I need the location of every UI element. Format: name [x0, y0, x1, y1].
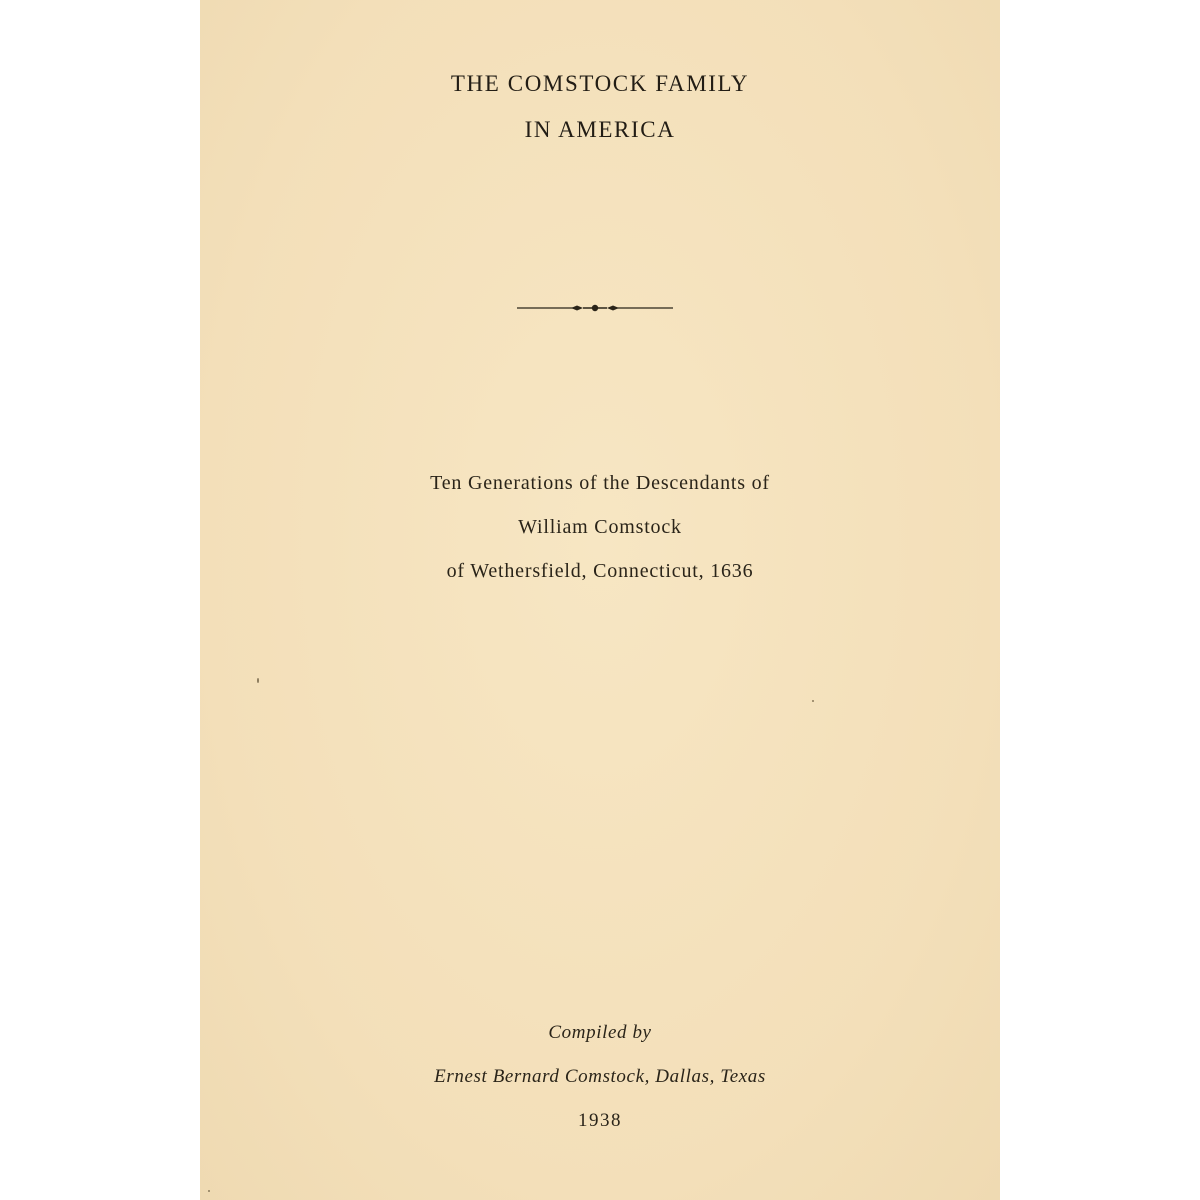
paper-speck — [812, 700, 814, 702]
subtitle-line-3: of Wethersfield, Connecticut, 1636 — [446, 560, 754, 582]
flourish-divider-icon — [515, 298, 675, 318]
book-title-line-2: IN AMERICA — [524, 117, 676, 142]
paper-speck — [208, 1190, 210, 1192]
compiler-name: Ernest Bernard Comstock, Dallas, Texas — [434, 1066, 766, 1087]
subtitle-line-1: Ten Generations of the Descendants of — [430, 472, 770, 494]
title-page — [200, 0, 1000, 1200]
compiled-by-label: Compiled by — [548, 1022, 652, 1043]
subtitle-line-2: William Comstock — [518, 516, 682, 538]
paper-speck — [257, 678, 259, 683]
publication-year: 1938 — [578, 1110, 622, 1131]
book-title-line-1: THE COMSTOCK FAMILY — [450, 71, 750, 96]
